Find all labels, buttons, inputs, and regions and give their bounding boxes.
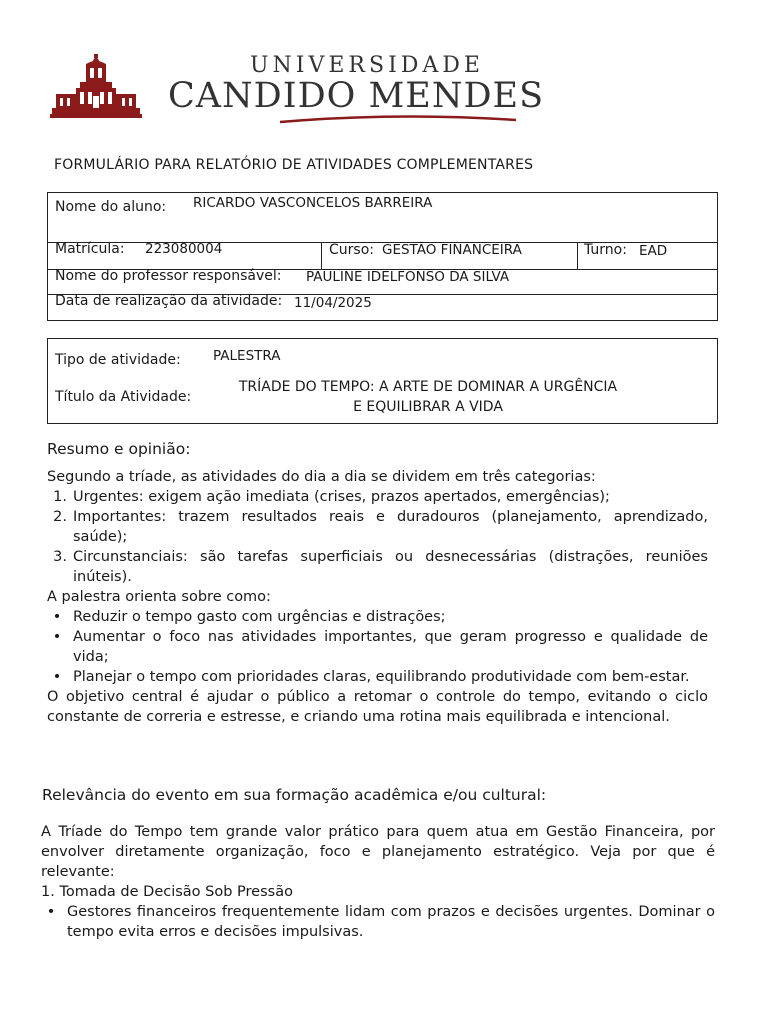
registration-label: Matrícula:	[55, 241, 125, 257]
list-item: • Planejar o tempo com prioridades claras, equilibrando produtividade com bem-estar.	[52, 669, 690, 685]
relevance-body	[41, 822, 715, 942]
course-label: Curso:	[329, 242, 374, 258]
activity-type-label: Tipo de atividade:	[55, 352, 181, 368]
university-header	[50, 50, 580, 130]
student-name-value: RICARDO VASCONCELOS BARREIRA	[193, 195, 433, 211]
student-name-label: Nome do aluno:	[55, 199, 167, 215]
professor-value: PAULINE IDELFONSO DA SILVA	[306, 269, 510, 285]
table-column-divider	[577, 242, 578, 269]
activity-title-line1: TRÍADE DO TEMPO: A ARTE DE DOMINAR A URGÊNCIA	[238, 379, 618, 395]
guidance-intro: A palestra orienta sobre como:	[47, 589, 271, 605]
registration-value: 223080004	[145, 241, 223, 257]
shift-value: EAD	[639, 243, 668, 259]
course-value: GESTÃO FINANCEIRA	[382, 242, 522, 258]
activity-title-label: Título da Atividade:	[55, 389, 192, 405]
relevance-item-title: 1. Tomada de Decisão Sob Pressão	[41, 884, 293, 900]
university-name-line1: UNIVERSIDADE	[250, 53, 484, 78]
form-title: FORMULÁRIO PARA RELATÓRIO DE ATIVIDADES COMPLEMENTARES	[54, 157, 534, 173]
guidance-list	[47, 607, 708, 687]
university-building-logo-icon	[50, 54, 142, 124]
category-list	[47, 487, 708, 587]
relevance-intro: A Tríade do Tempo tem grande valor prático para quem atua em Gestão Financeira, por envolver diretamente organização, foco e planejamento estratégico. Veja por que é relevante:	[41, 824, 715, 880]
date-label: Data de realização da atividade:	[55, 293, 283, 309]
relevance-bullet-list	[41, 902, 715, 942]
list-item: 3. Circunstanciais: são tarefas superficiais ou desnecessárias (distrações, reuniões inúteis).	[53, 549, 708, 585]
activity-info-table	[47, 338, 718, 424]
table-column-divider	[321, 242, 322, 269]
activity-title-line2: E EQUILIBRAR A VIDA	[353, 399, 503, 415]
list-item: 2. Importantes: trazem resultados reais e duradouros (planejamento, aprendizado, saúde);	[53, 509, 708, 545]
university-name-line2: CANDIDO MENDES	[168, 76, 545, 116]
shift-label: Turno:	[584, 242, 627, 258]
activity-title-value	[198, 377, 658, 417]
summary-heading: Resumo e opinião:	[47, 440, 191, 458]
list-item: • Reduzir o tempo gasto com urgências e distrações;	[52, 609, 446, 625]
activity-type-value: PALESTRA	[213, 348, 281, 364]
list-item: • Aumentar o foco nas atividades importantes, que geram progresso e qualidade de vida;	[52, 629, 708, 665]
date-value: 11/04/2025	[294, 295, 372, 311]
logo-swoosh-decoration	[278, 114, 518, 124]
student-info-table	[47, 192, 718, 321]
list-item: 1. Urgentes: exigem ação imediata (crises, prazos apertados, emergências);	[53, 489, 610, 505]
list-item: • Gestores financeiros frequentemente lidam com prazos e decisões urgentes. Dominar o tempo evita erros e decisões impulsivas.	[46, 904, 715, 940]
summary-body	[47, 467, 708, 727]
relevance-heading: Relevância do evento em sua formação acadêmica e/ou cultural:	[42, 786, 547, 804]
summary-intro: Segundo a tríade, as atividades do dia a dia se dividem em três categorias:	[47, 469, 596, 485]
summary-conclusion: O objetivo central é ajudar o público a retomar o controle do tempo, evitando o ciclo constante de correria e estresse, e criando uma rotina mais equilibrada e intencional.	[47, 689, 708, 725]
professor-label: Nome do professor responsável:	[55, 268, 282, 284]
